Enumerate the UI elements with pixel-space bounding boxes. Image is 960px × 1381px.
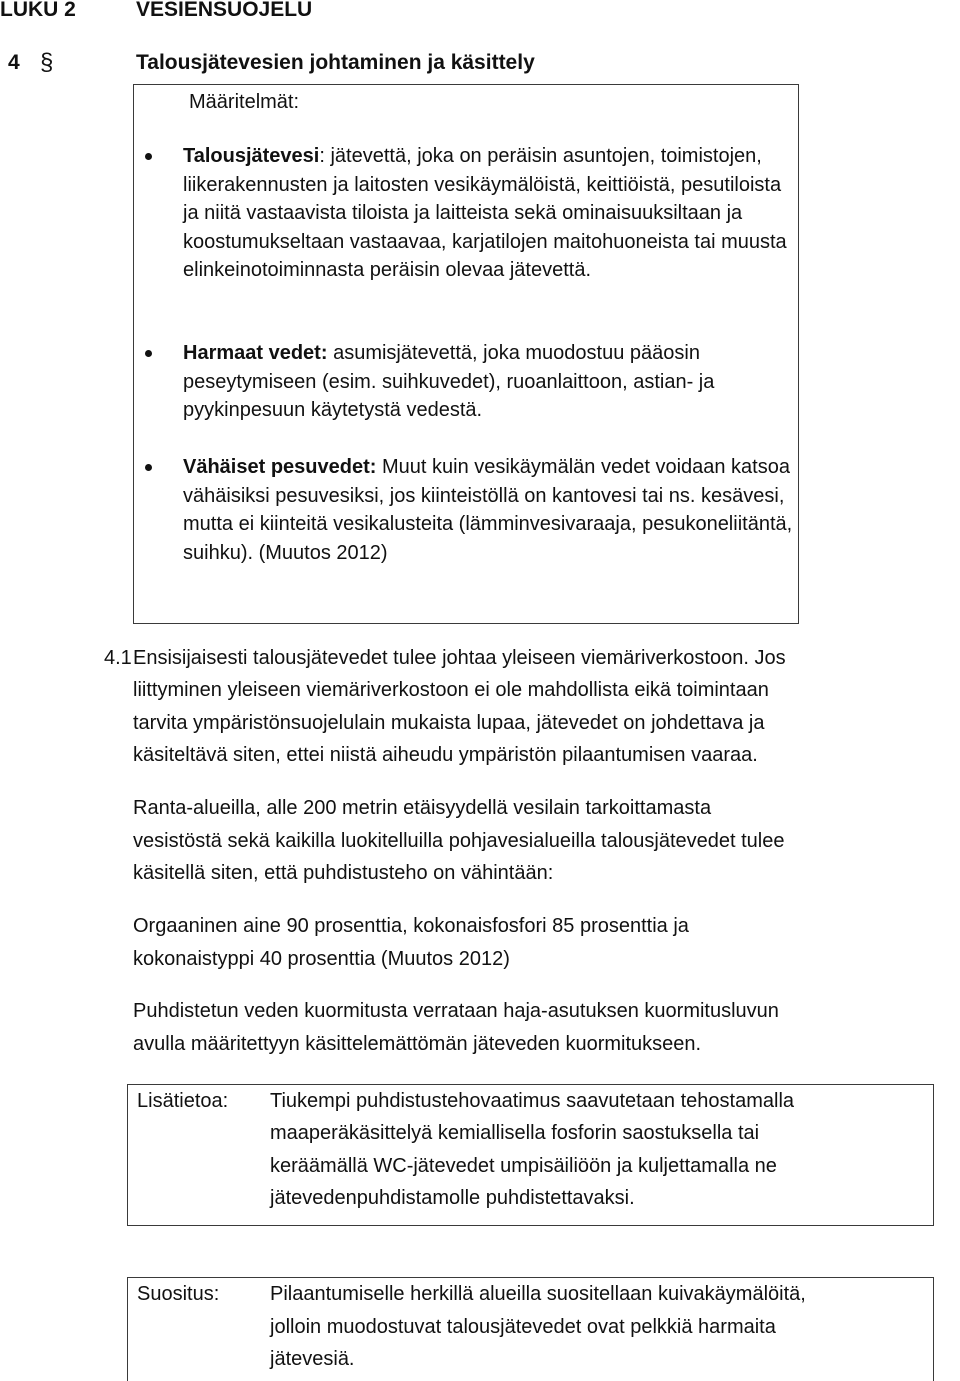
- info-label: Lisätietoa:: [137, 1090, 229, 1112]
- section-number: 4: [8, 51, 20, 74]
- definition-term: Vähäiset pesuvedet:: [183, 456, 377, 478]
- section-title: Talousjätevesien johtaminen ja käsittely: [136, 51, 535, 74]
- recommendation-line: jolloin muodostuvat talousjätevedet ovat pelkkiä harmaita: [270, 1316, 776, 1338]
- bullet-icon: [145, 350, 152, 357]
- paragraph-line: Puhdistetun veden kuormitusta verrataan haja-asutuksen kuormitusluvun: [133, 1000, 779, 1022]
- definition-text: Muut kuin vesikäymälän vedet voidaan katsoa vähäisiksi pesuvesiksi, jos kiinteistöllä on kantovesi tai ns. kesävesi, mutta ei kiinteitä vesikalusteita (lämminvesivaraaja, pesukoneliitäntä, suihku). (Muutos 2012): [183, 456, 793, 564]
- subsection-first-line: Ensisijaisesti talousjätevedet tulee johtaa yleiseen viemäriverkostoon. Jos: [133, 647, 786, 669]
- recommendation-label: Suositus:: [137, 1283, 220, 1305]
- recommendation-line: Pilaantumiselle herkillä alueilla suositellaan kuivakäymälöitä,: [270, 1283, 806, 1305]
- bullet-icon: [145, 153, 152, 160]
- info-line: jätevedenpuhdistamolle puhdistettavaksi.: [270, 1187, 635, 1209]
- recommendation-line: jätevesiä.: [270, 1348, 355, 1370]
- paragraph-line: tarvita ympäristönsuojelulain mukaista lupaa, jätevedet on johdettava ja: [133, 712, 765, 734]
- definition-item: [183, 142, 793, 285]
- paragraph-line: liittyminen yleiseen viemäriverkostoon ei ole mahdollista eikä toimintaan: [133, 679, 769, 701]
- paragraph-line: kokonaistyppi 40 prosenttia (Muutos 2012): [133, 948, 510, 970]
- paragraph-line: käsiteltävä siten, ettei niistä aiheudu ympäristön pilaantumisen vaaraa.: [133, 744, 758, 766]
- definitions-title: Määritelmät:: [189, 91, 300, 113]
- paragraph-line: käsitellä siten, että puhdistusteho on vähintään:: [133, 862, 554, 884]
- paragraph-line: avulla määritettyyn käsittelemättömän jäteveden kuormitukseen.: [133, 1033, 702, 1055]
- definition-term: Talousjätevesi: [183, 145, 320, 167]
- info-line: maaperäkäsittelyä kemiallisella fosforin saostuksella tai: [270, 1122, 760, 1144]
- info-line: keräämällä WC-jätevedet umpisäiliöön ja kuljettamalla ne: [270, 1155, 777, 1177]
- definition-term: Harmaat vedet:: [183, 342, 328, 364]
- paragraph-line: Orgaaninen aine 90 prosenttia, kokonaisfosfori 85 prosenttia ja: [133, 915, 689, 937]
- definition-item: [183, 453, 793, 567]
- chapter-label: LUKU 2: [0, 0, 76, 21]
- info-line: Tiukempi puhdistustehovaatimus saavutetaan tehostamalla: [270, 1090, 795, 1112]
- definition-text: : jätevettä, joka on peräisin asuntojen, toimistojen, liikerakennusten ja laitosten vesikäymälöistä, keittiöistä, pesutiloista ja niitä vastaavista tiloista ja laitteista sekä ominaisuuksiltaan ja koostumukseltaan vastaavaa, karjatilojen maitohuoneista tai muusta elinkeinotoiminnasta peräisin olevaa jätevettä.: [183, 145, 787, 281]
- definition-item: [183, 339, 793, 425]
- paragraph-line: Ranta-alueilla, alle 200 metrin etäisyydellä vesilain tarkoittamasta: [133, 797, 712, 819]
- definition-text: asumisjätevettä, joka muodostuu pääosin peseytymiseen (esim. suihkuvedet), ruoanlaittoon, astian- ja pyykinpesuun käytetystä vedestä.: [183, 342, 715, 421]
- paragraph-line: vesistöstä sekä kaikilla luokitelluilla pohjavesialueilla talousjätevedet tulee: [133, 830, 785, 852]
- chapter-title: VESIENSUOJELU: [136, 0, 313, 21]
- section-sign: §: [40, 49, 54, 76]
- subsection-number: 4.1: [104, 647, 132, 669]
- bullet-icon: [145, 464, 152, 471]
